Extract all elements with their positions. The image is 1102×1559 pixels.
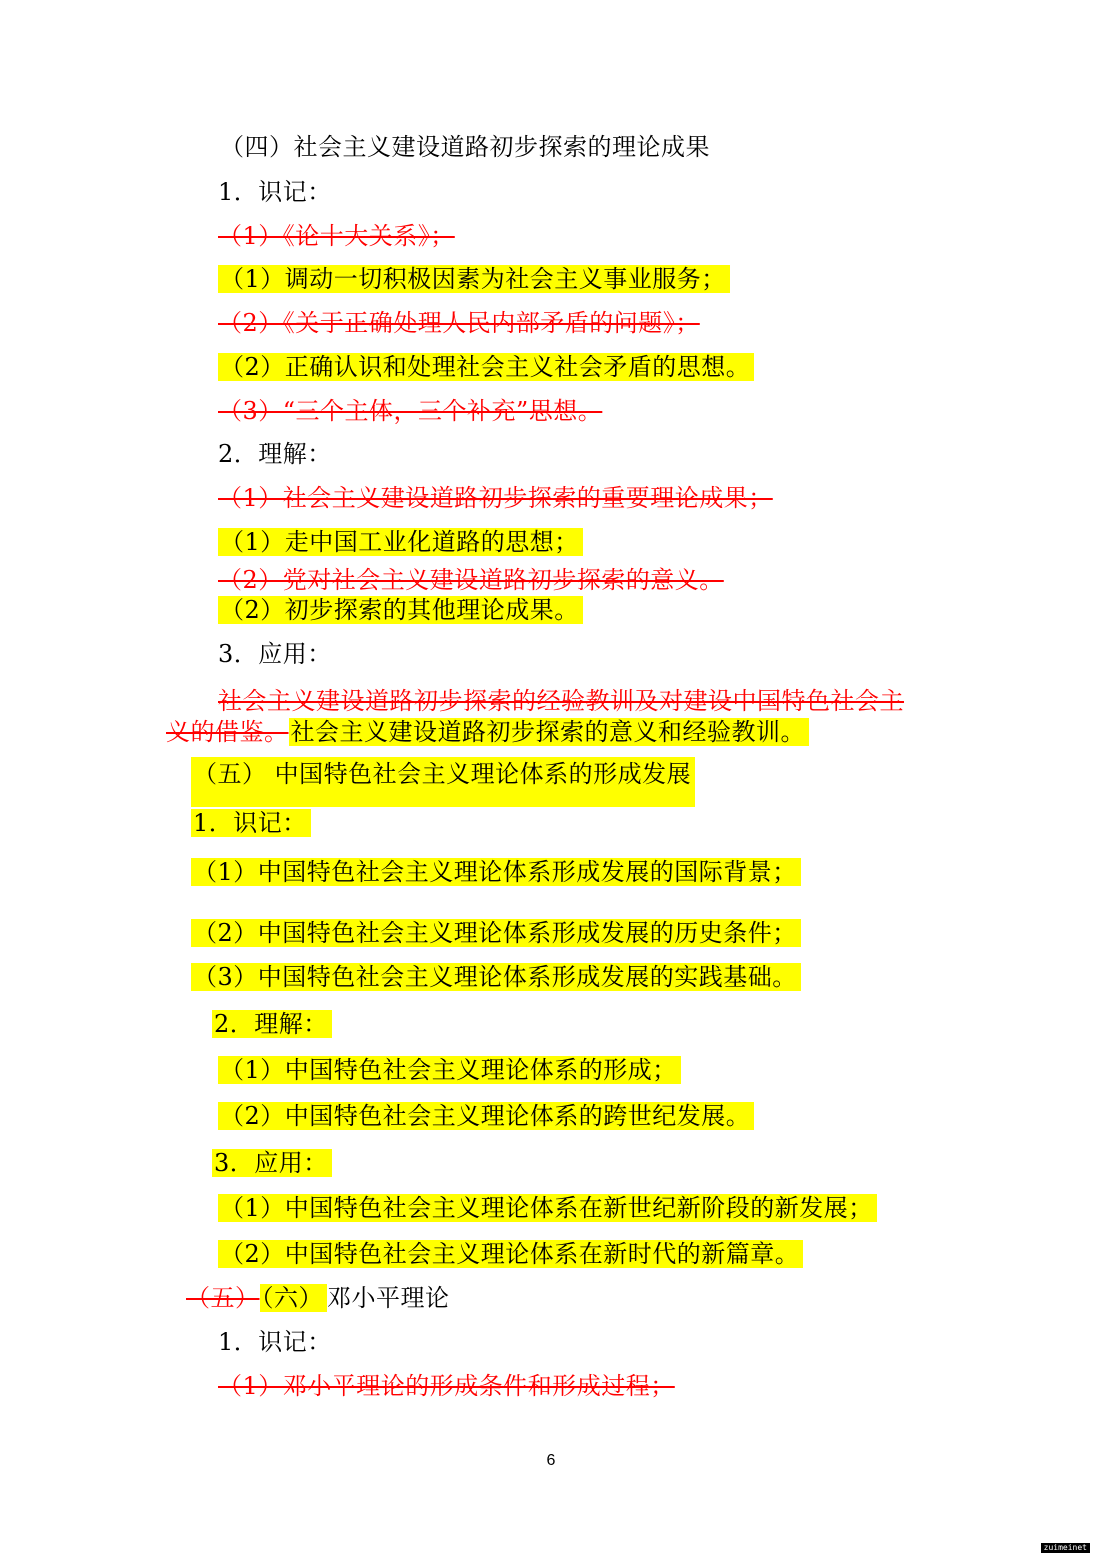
subheading-apply-text: 3．应用： — [218, 640, 332, 668]
deleted-item-text: （2）《关于正确处理人民内部矛盾的问题》； — [218, 309, 700, 337]
deleted-paragraph-text: 社会主义建设道路初步探索的经验教训及对建设中国特色社会主 — [218, 687, 904, 715]
inserted-item-text: （1）调动一切积极因素为社会主义事业服务； — [218, 265, 730, 293]
inserted-item-text: （2）中国特色社会主义理论体系的跨世纪发展。 — [218, 1102, 754, 1130]
inserted-item-text: （2）初步探索的其他理论成果。 — [218, 596, 583, 624]
deleted-item — [218, 1369, 675, 1403]
inserted-item-text: （3）中国特色社会主义理论体系形成发展的实践基础。 — [191, 963, 801, 991]
inserted-item-text: （2）中国特色社会主义理论体系在新时代的新篇章。 — [218, 1240, 803, 1268]
inserted-item — [218, 350, 754, 384]
subheading-memorize-text: 1．识记： — [218, 178, 332, 206]
inserted-item — [191, 960, 801, 994]
deleted-item-text: （2）党对社会主义建设道路初步探索的意义。 — [218, 566, 724, 594]
inserted-item — [191, 916, 801, 950]
deleted-item — [218, 394, 602, 428]
subheading-apply — [218, 637, 332, 671]
inserted-item — [191, 855, 801, 889]
deleted-item — [218, 306, 700, 340]
deleted-item-text: （1）邓小平理论的形成条件和形成过程； — [218, 1372, 675, 1400]
inserted-subheading-text: 3．应用： — [212, 1149, 332, 1177]
inserted-item — [218, 525, 583, 559]
inserted-subheading-text: 1．识记： — [191, 809, 311, 837]
inserted-item-text: （2）正确认识和处理社会主义社会矛盾的思想。 — [218, 353, 754, 381]
deleted-paragraph-line — [218, 684, 904, 718]
inserted-item — [218, 1237, 803, 1271]
mixed-revision-line — [166, 715, 809, 749]
subheading-memorize — [218, 1325, 332, 1359]
deleted-item — [218, 563, 724, 597]
section-heading-6-text: 邓小平理论 — [327, 1284, 450, 1312]
inserted-item — [218, 262, 730, 296]
subheading-memorize-text: 1．识记： — [218, 1328, 332, 1356]
deleted-item-text: （1）社会主义建设道路初步探索的重要理论成果； — [218, 484, 773, 512]
section-heading-5-text: （五） 中国特色社会主义理论体系的形成发展 — [191, 757, 695, 807]
inserted-subheading-apply — [212, 1146, 332, 1180]
inserted-item-text: （1）中国特色社会主义理论体系的形成； — [218, 1056, 681, 1084]
inserted-fragment: 社会主义建设道路初步探索的意义和经验教训。 — [289, 718, 810, 746]
inserted-item-text: （2）中国特色社会主义理论体系形成发展的历史条件； — [191, 919, 801, 947]
deleted-item — [218, 481, 773, 515]
inserted-subheading-understand — [212, 1007, 332, 1041]
deleted-fragment: 义的借鉴。 — [166, 718, 289, 746]
page-number: 6 — [546, 1452, 556, 1469]
deleted-item-text: （3）“三个主体，三个补充”思想。 — [218, 397, 603, 425]
subheading-understand — [218, 437, 332, 471]
deleted-item-text: （1）《论十大关系》； — [218, 222, 455, 250]
subheading-understand-text: 2．理解： — [218, 440, 332, 468]
inserted-item — [218, 1053, 681, 1087]
inserted-section-number: （六） — [260, 1284, 328, 1312]
inserted-subheading-memorize — [191, 806, 311, 840]
inserted-item-text: （1）中国特色社会主义理论体系在新世纪新阶段的新发展； — [218, 1194, 877, 1222]
subheading-memorize — [218, 175, 332, 209]
inserted-item — [218, 1191, 877, 1225]
watermark: zuimeinet — [1041, 1543, 1090, 1553]
inserted-item — [218, 1099, 754, 1133]
section-heading-6 — [186, 1281, 450, 1315]
deleted-section-number: （五） — [186, 1284, 260, 1312]
inserted-subheading-text: 2．理解： — [212, 1010, 332, 1038]
inserted-item-text: （1）中国特色社会主义理论体系形成发展的国际背景； — [191, 858, 801, 886]
section-heading-4-text: （四）社会主义建设道路初步探索的理论成果 — [220, 133, 710, 161]
inserted-item-text: （1）走中国工业化道路的思想； — [218, 528, 583, 556]
inserted-item — [218, 593, 583, 627]
section-heading-4 — [220, 130, 710, 164]
section-heading-5 — [191, 757, 695, 807]
deleted-item — [218, 219, 455, 253]
